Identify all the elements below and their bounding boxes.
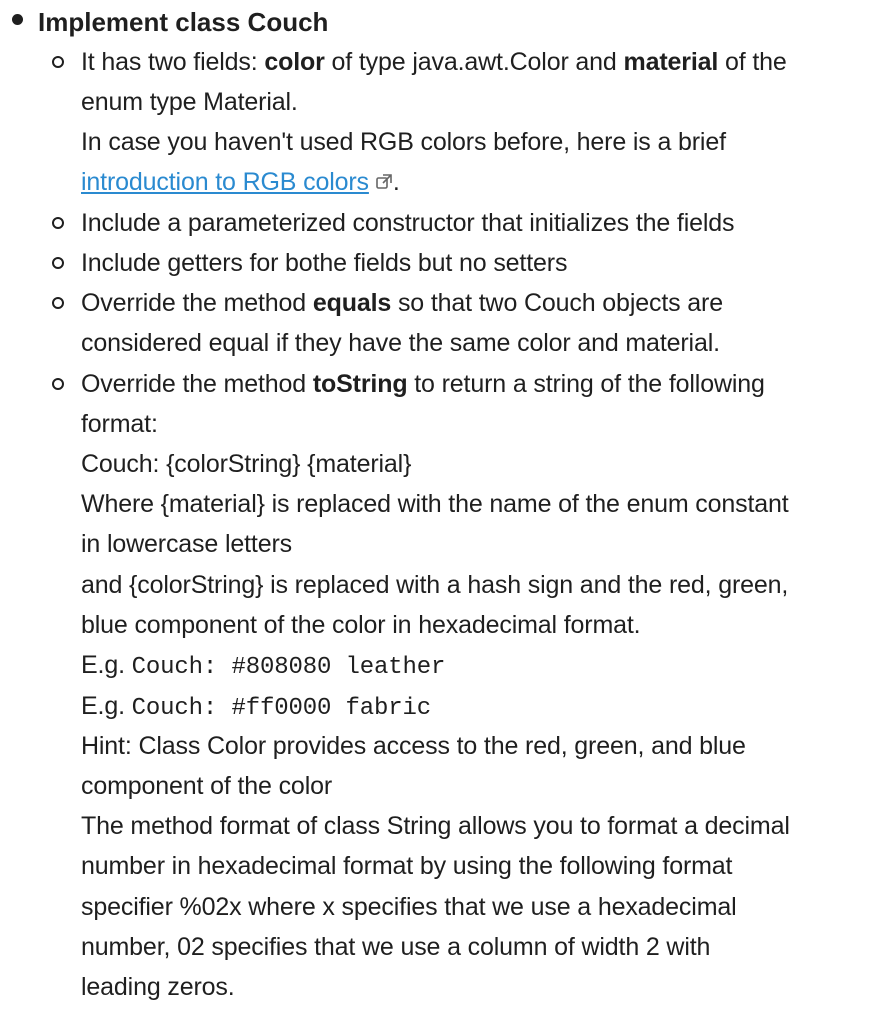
fields-text: of the: [718, 48, 787, 76]
format-method-line-3: specifier %02x where x specifies that we use a hexadecimal: [81, 893, 737, 921]
format-method-line-5: leading zeros.: [81, 973, 235, 1001]
rgb-period: .: [392, 168, 400, 196]
equals-line-2: considered equal if they have the same color and material.: [81, 329, 720, 357]
external-link-icon[interactable]: [375, 163, 393, 181]
example-prefix: E.g.: [81, 651, 132, 679]
tostring-method-name: toString: [312, 370, 408, 398]
bullet-circle-icon: [52, 297, 64, 309]
example-prefix: E.g.: [81, 692, 132, 720]
rgb-colors-link[interactable]: introduction to RGB colors: [81, 168, 369, 196]
hint-line-1: Hint: Class Color provides access to the red, green, and blue: [81, 732, 746, 760]
fields-text: It has two fields:: [81, 48, 265, 76]
tostring-text: Override the method: [81, 370, 313, 398]
field-color-name: color: [264, 48, 325, 76]
bullet-circle-icon: [52, 257, 64, 269]
color-desc-line-2: blue component of the color in hexadecimal format.: [81, 611, 641, 639]
task-heading: Implement class Couch: [38, 7, 329, 37]
tostring-line-1: [81, 364, 765, 404]
equals-line-1: [81, 283, 723, 323]
field-material-name: material: [623, 48, 719, 76]
format-method-line-1: The method format of class String allows you to format a decimal: [81, 812, 790, 840]
equals-text: so that two Couch objects are: [391, 289, 723, 317]
rgb-intro-line: In case you haven't used RGB colors before, here is a brief: [81, 128, 726, 156]
example-1: [81, 645, 445, 688]
hint-line-2: component of the color: [81, 772, 333, 800]
getters-text: Include getters for bothe fields but no setters: [81, 249, 568, 277]
example-code: Couch: #808080 leather: [131, 654, 446, 681]
format-template: Couch: {colorString} {material}: [81, 450, 412, 478]
color-desc-line-1: and {colorString} is replaced with a hash sign and the red, green,: [81, 571, 789, 599]
rgb-link-line: [81, 162, 400, 202]
material-desc-line-1: Where {material} is replaced with the name of the enum constant: [81, 490, 789, 518]
constructor-text: Include a parameterized constructor that initializes the fields: [81, 209, 735, 237]
example-2: [81, 686, 431, 729]
bullet-circle-icon: [52, 378, 64, 390]
bullet-dot-icon: [12, 14, 23, 25]
example-code: Couch: #ff0000 fabric: [131, 695, 431, 722]
format-method-line-4: number, 02 specifies that we use a column of width 2 with: [81, 933, 711, 961]
equals-text: Override the method: [81, 289, 313, 317]
fields-line-2: enum type Material.: [81, 88, 298, 116]
tostring-text: to return a string of the following: [407, 370, 765, 398]
equals-method-name: equals: [312, 289, 392, 317]
format-method-line-2: number in hexadecimal format by using the following format: [81, 852, 733, 880]
bullet-circle-icon: [52, 56, 64, 68]
tostring-line-2: format:: [81, 410, 158, 438]
material-desc-line-2: in lowercase letters: [81, 530, 292, 558]
fields-line-1: [81, 42, 787, 82]
fields-text: of type java.awt.Color and: [324, 48, 624, 76]
bullet-circle-icon: [52, 217, 64, 229]
